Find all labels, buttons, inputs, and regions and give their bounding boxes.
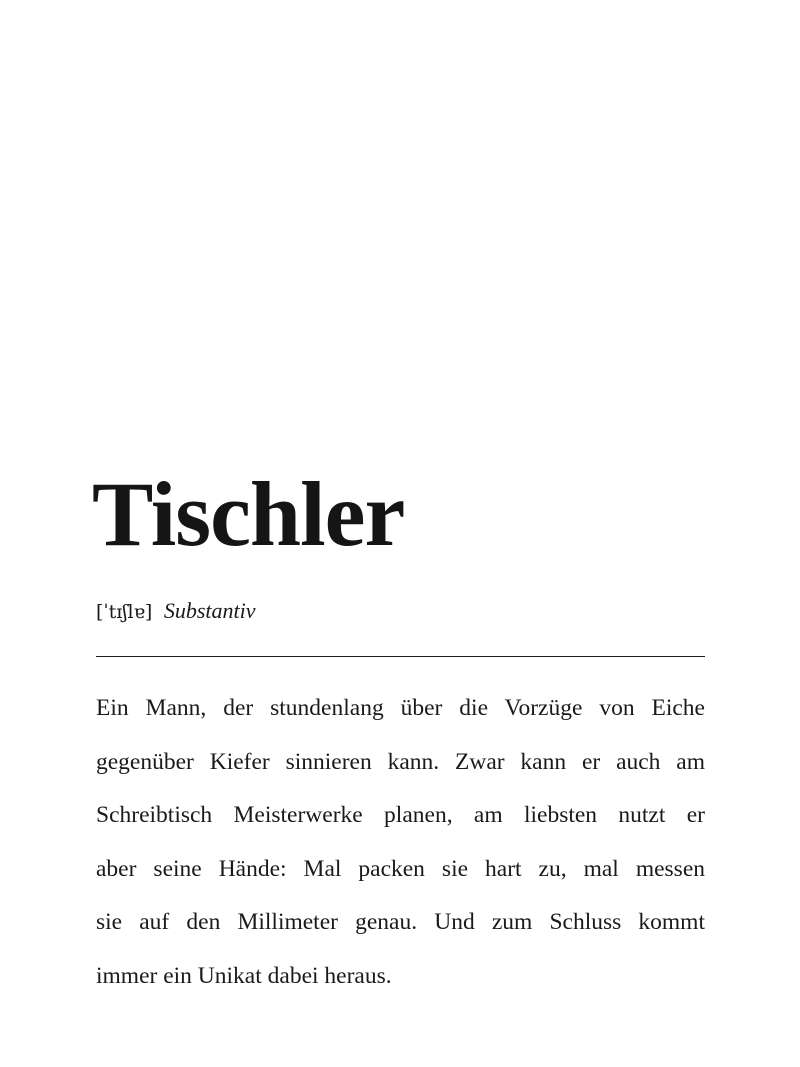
definition-text (96, 682, 705, 1003)
pronunciation-line (96, 598, 256, 624)
definition-line: Schreibtisch Meisterwerke planen, am liebsten nutzt er (96, 802, 705, 828)
headword: Tischler (92, 463, 405, 565)
pronunciation: [ˈtɪʃlɐ] (96, 601, 153, 623)
definition-line: Ein Mann, der stundenlang über die Vorzüge von Eiche (96, 695, 705, 721)
definition-line: aber seine Hände: Mal packen sie hart zu, mal messen (96, 855, 705, 882)
definition-line: sie auf den Millimeter genau. Und zum Schluss kommt (96, 909, 705, 935)
definition-line: immer ein Unikat dabei heraus. (96, 962, 392, 989)
part-of-speech: Substantiv (163, 598, 256, 623)
divider (96, 656, 705, 657)
definition-line: gegenüber Kiefer sinnieren kann. Zwar kann er auch am (96, 748, 705, 775)
